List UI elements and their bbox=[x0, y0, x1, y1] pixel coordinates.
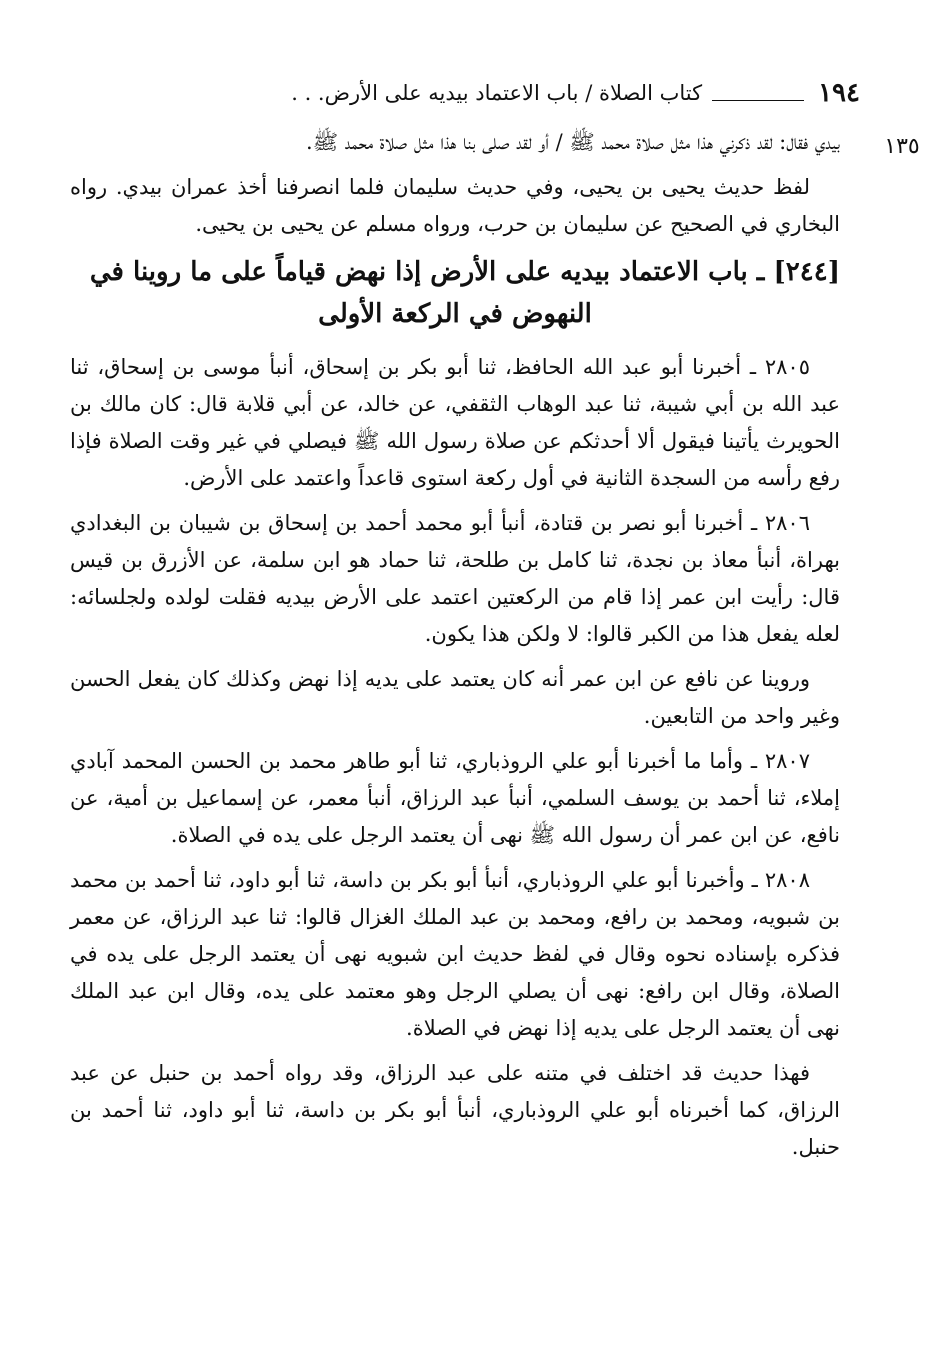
paragraph-narration-note: لفظ حديث يحيى بن يحيى، وفي حديث سليمان فلما انصرفنا أخذ عمران بيدي. رواه البخاري في الصحيح عن سليمان بن حرب، ورواه مسلم عن يحيى بن يحيى. bbox=[70, 175, 840, 236]
running-header bbox=[74, 74, 860, 108]
page-body bbox=[70, 124, 840, 1174]
header-rule bbox=[712, 100, 804, 101]
hadith-2807: ٢٨٠٧ ـ وأما ما أخبرنا أبو علي الروذباري، ثنا أبو طاهر محمد بن الحسن المحمد آبادي إملاء، ثنا أحمد بن يوسف السلمي، أنبأ عبد الرزاق، أنبأ معمر، عن إسماعيل بن أمية، عن نافع، عن ابن عمر أن رسول الله ﷺ نهى أن يعتمد الرجل على يده في الصلاة. bbox=[70, 749, 840, 847]
margin-volume-page-number: ١٣٥ bbox=[884, 134, 920, 159]
paragraph-nafi-report: وروينا عن نافع عن ابن عمر أنه كان يعتمد على يديه إذا نهض وكذلك كان يفعل الحسن وغير واحد من التابعين. bbox=[70, 667, 840, 728]
page-number: ١٩٤ bbox=[818, 78, 860, 108]
paragraph-continuation: بيدي فقال: لقد ذكرني هذا مثل صلاة محمد ﷺ / أو لقد صلى بنا هذا مثل صلاة محمد ﷺ. bbox=[306, 130, 840, 154]
hadith-2808: ٢٨٠٨ ـ وأخبرنا أبو علي الروذباري، أنبأ أبو بكر بن داسة، ثنا أبو داود، ثنا أحمد بن محمد بن شبويه، ومحمد بن رافع، ومحمد بن عبد الملك الغزال قالوا: ثنا عبد الرزاق، عن معمر فذكره بإسناده نحوه وقال في لفظ حديث ابن شبويه نهى أن يعتمد الرجل على يده في الصلاة، وقال ابن رافع: نهى أن يصلي الرجل وهو معتمد على يده، وقال ابن عبد الملك نهى أن يعتمد الرجل على يديه إذا نهض في الصلاة. bbox=[70, 868, 840, 1040]
chapter-heading-line-2: النهوض في الركعة الأولى bbox=[318, 299, 592, 329]
running-title: كتاب الصلاة / باب الاعتماد بيديه على الأرض. . . bbox=[291, 81, 703, 105]
hadith-2805: ٢٨٠٥ ـ أخبرنا أبو عبد الله الحافظ، ثنا أبو بكر بن إسحاق، أنبأ موسى بن إسحاق، ثنا عبد الله بن أبي شيبة، ثنا عبد الوهاب الثقفي، عن خالد، عن أبي قلابة قال: كان مالك بن الحويرث يأتينا فيقول ألا أحدثكم عن صلاة رسول الله ﷺ فيصلي في غير وقت الصلاة فإذا رفع رأسه من السجدة الثانية في أول ركعة استوى قاعداً واعتمد على الأرض. bbox=[70, 355, 840, 490]
paragraph-commentary: فهذا حديث قد اختلف في متنه على عبد الرزاق، وقد رواه أحمد بن حنبل عن عبد الرزاق، كما أخبرناه أبو علي الروذباري، أنبأ أبو بكر بن داسة، ثنا أبو داود، ثنا أحمد بن حنبل. bbox=[70, 1061, 840, 1159]
hadith-2806: ٢٨٠٦ ـ أخبرنا أبو نصر بن قتادة، أنبأ أبو محمد أحمد بن إسحاق بن شيبان بن البغدادي بهراة، أنبأ معاذ بن نجدة، ثنا كامل بن طلحة، ثنا حماد هو ابن سلمة، عن الأزرق بن قيس قال: رأيت ابن عمر إذا قام من الركعتين اعتمد على الأرض بيديه فقلت لولده ولجلسائه: لعله يفعل هذا من الكبر قالوا: لا ولكن هذا يكون. bbox=[70, 511, 840, 646]
chapter-heading-line-1: [٢٤٤] ـ باب الاعتماد بيديه على الأرض إذا نهض قياماً على ما روينا في bbox=[89, 257, 840, 287]
chapter-heading bbox=[70, 251, 840, 335]
